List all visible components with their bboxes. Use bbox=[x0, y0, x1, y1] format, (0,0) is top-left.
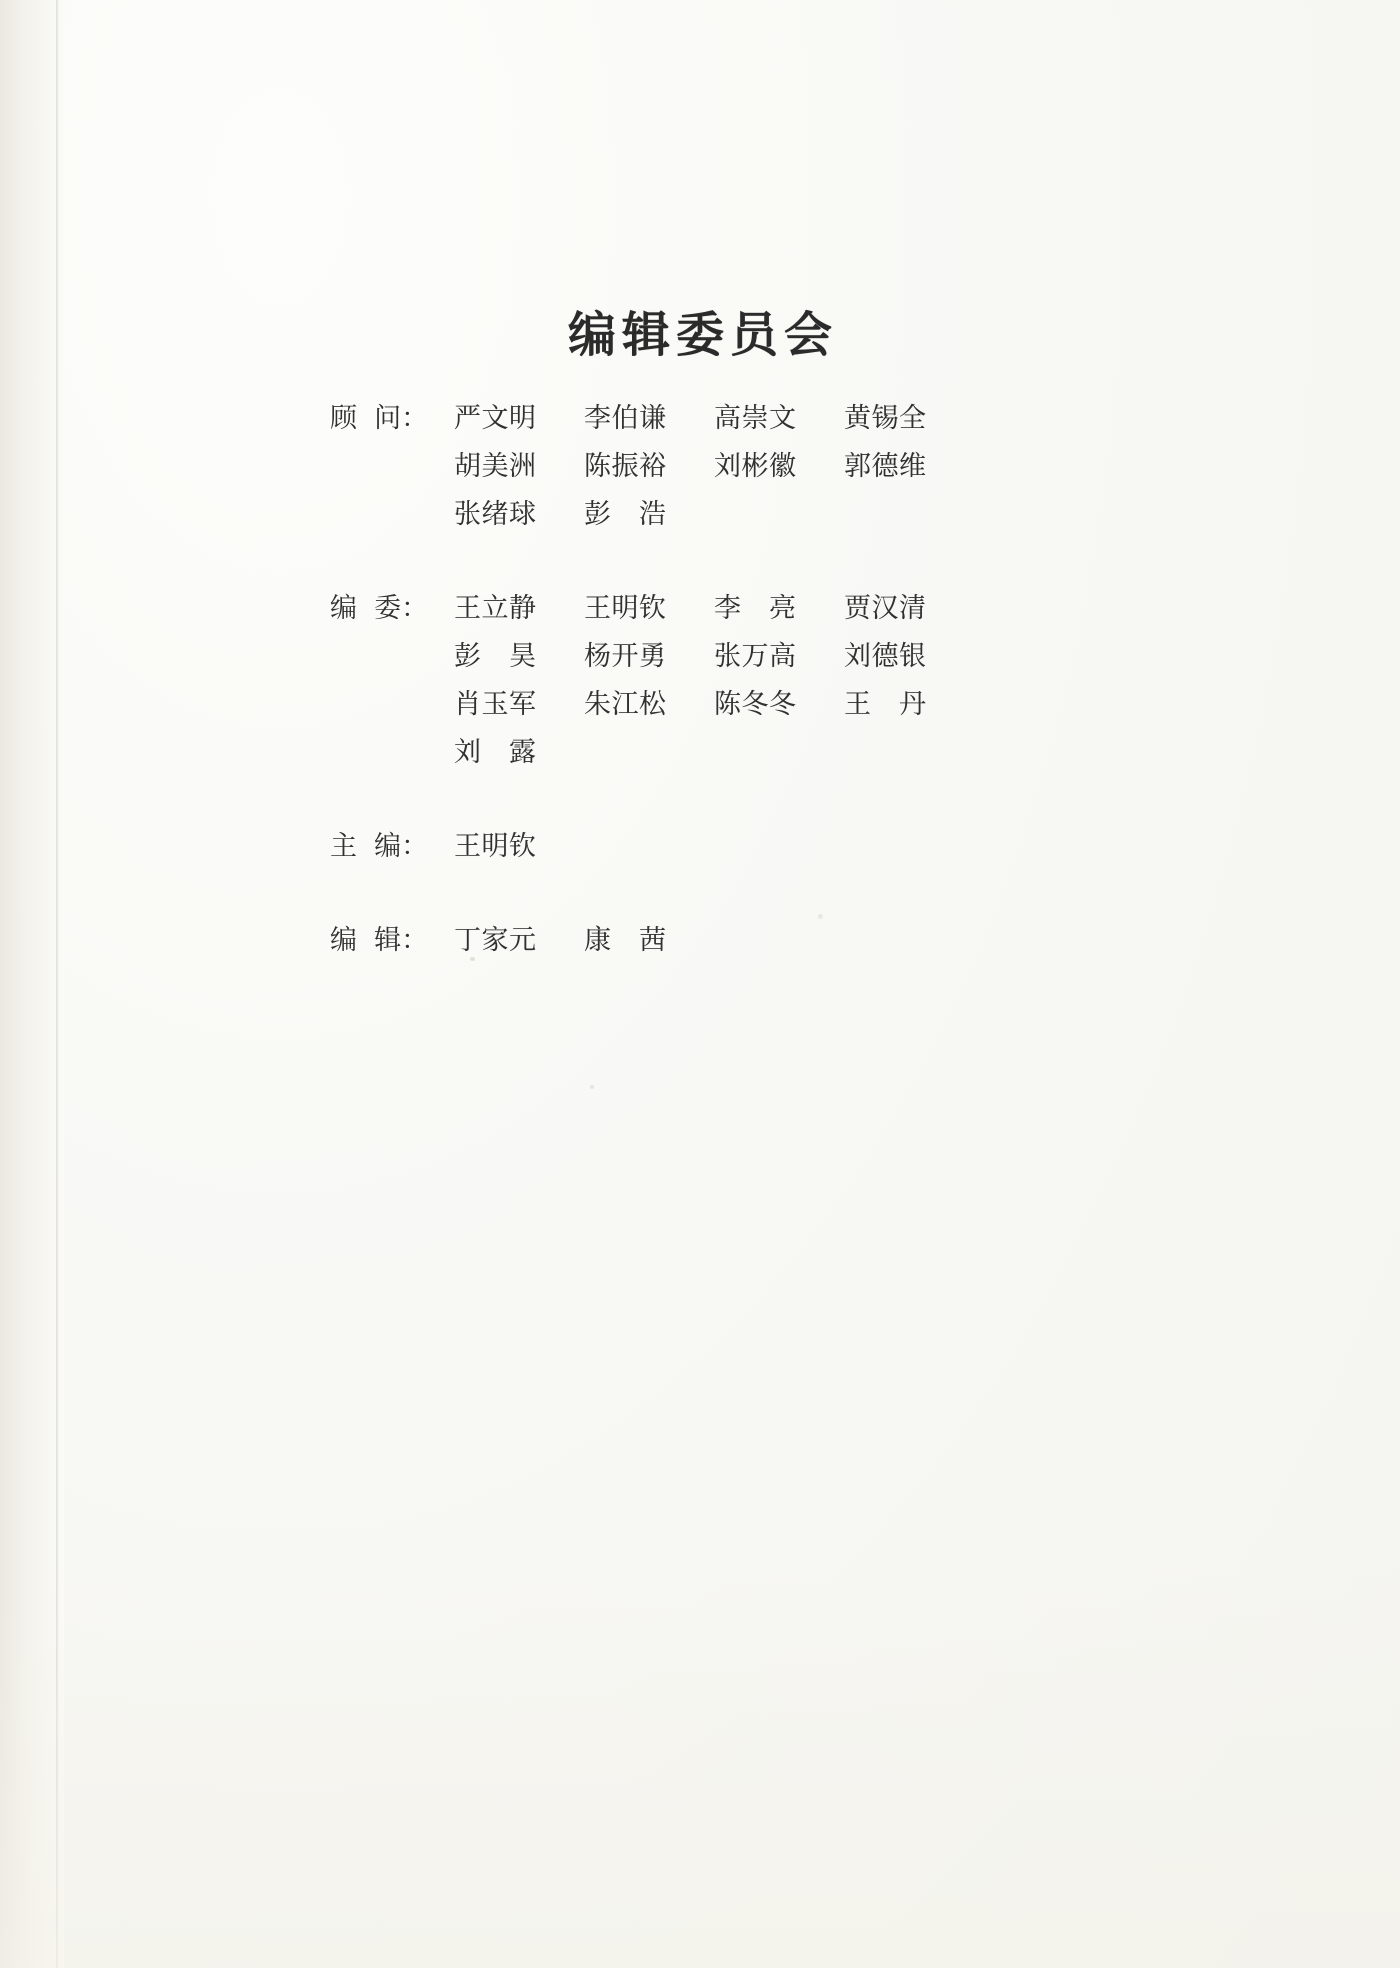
member-name: 黄锡全 bbox=[844, 403, 927, 434]
name-list bbox=[454, 396, 1070, 435]
member-name: 王立静 bbox=[454, 593, 537, 624]
committee-row bbox=[330, 918, 1070, 966]
name-list bbox=[454, 918, 1070, 957]
member-name bbox=[714, 824, 844, 863]
member-name bbox=[844, 730, 974, 769]
member-name: 胡美洲 bbox=[454, 451, 537, 482]
committee-row bbox=[330, 444, 1070, 492]
paper-speck bbox=[590, 1085, 594, 1089]
member-name: 彭 昊 bbox=[454, 641, 537, 672]
member-name bbox=[844, 918, 974, 957]
section-editors bbox=[330, 918, 1070, 966]
member-name bbox=[844, 824, 974, 863]
member-name: 刘 露 bbox=[454, 737, 537, 768]
member-name: 李伯谦 bbox=[584, 403, 667, 434]
name-list bbox=[454, 586, 1070, 625]
committee-sections bbox=[330, 396, 1070, 966]
member-name bbox=[584, 824, 714, 863]
name-list bbox=[454, 492, 1070, 531]
member-name: 朱江松 bbox=[584, 689, 667, 720]
name-list bbox=[454, 634, 1070, 673]
member-name: 张绪球 bbox=[454, 499, 537, 530]
member-name: 贾汉清 bbox=[844, 593, 927, 624]
member-name: 李 亮 bbox=[714, 593, 797, 624]
name-list bbox=[454, 730, 1070, 769]
section-label-editorial-board: 编 委： bbox=[330, 593, 429, 624]
member-name: 郭德维 bbox=[844, 451, 927, 482]
member-name: 王 丹 bbox=[844, 689, 927, 720]
member-name: 严文明 bbox=[454, 403, 537, 434]
section-label-editors: 编 辑： bbox=[330, 925, 429, 956]
member-name bbox=[714, 918, 844, 957]
member-name: 王明钦 bbox=[454, 831, 537, 862]
name-list bbox=[454, 682, 1070, 721]
member-name: 肖玉军 bbox=[454, 689, 537, 720]
section-label-advisors: 顾 问： bbox=[330, 403, 429, 434]
member-name bbox=[714, 730, 844, 769]
section-editor-in-chief bbox=[330, 824, 1070, 872]
committee-row bbox=[330, 492, 1070, 540]
committee-row bbox=[330, 634, 1070, 682]
member-name: 杨开勇 bbox=[584, 641, 667, 672]
paper-tint bbox=[0, 1548, 1400, 1968]
member-name: 张万高 bbox=[714, 641, 797, 672]
committee-row bbox=[330, 824, 1070, 872]
name-list bbox=[454, 444, 1070, 483]
committee-row bbox=[330, 586, 1070, 634]
member-name: 陈冬冬 bbox=[714, 689, 797, 720]
member-name: 康 茜 bbox=[584, 925, 667, 956]
section-editorial-board bbox=[330, 586, 1070, 778]
member-name bbox=[714, 492, 844, 531]
committee-row bbox=[330, 682, 1070, 730]
committee-row bbox=[330, 730, 1070, 778]
name-list bbox=[454, 824, 1070, 863]
member-name: 刘彬徽 bbox=[714, 451, 797, 482]
member-name: 彭 浩 bbox=[584, 499, 667, 530]
section-label-editor-in-chief: 主 编： bbox=[330, 831, 429, 862]
member-name: 丁家元 bbox=[454, 925, 537, 956]
member-name: 王明钦 bbox=[584, 593, 667, 624]
member-name: 高崇文 bbox=[714, 403, 797, 434]
page-title: 编辑委员会 bbox=[567, 307, 838, 363]
committee-row bbox=[330, 396, 1070, 444]
member-name bbox=[844, 492, 974, 531]
member-name: 刘德银 bbox=[844, 641, 927, 672]
section-advisors bbox=[330, 396, 1070, 540]
member-name: 陈振裕 bbox=[584, 451, 667, 482]
member-name bbox=[584, 730, 714, 769]
